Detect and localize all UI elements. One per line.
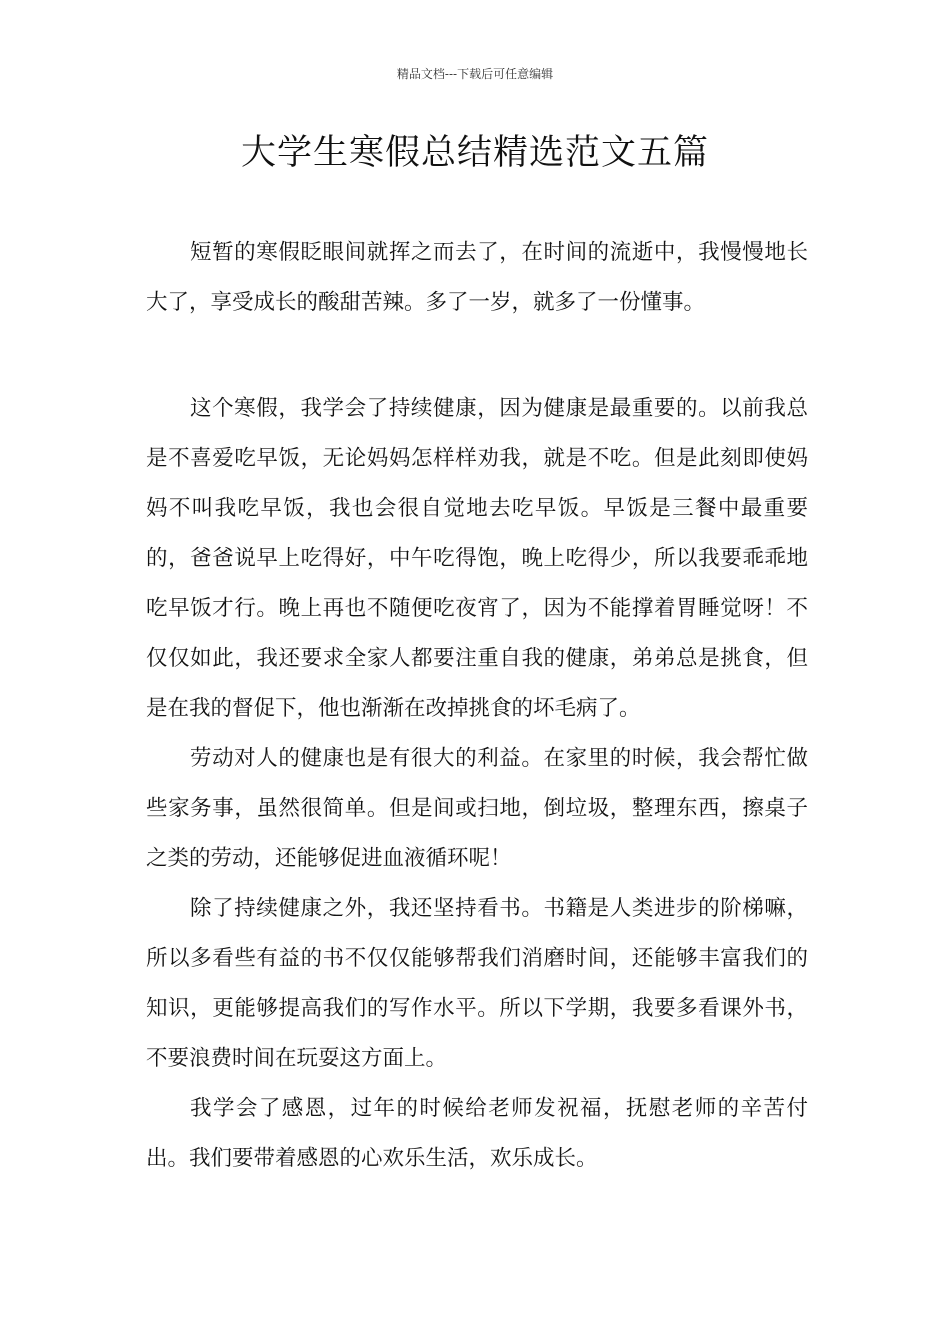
document-body [146,228,808,1184]
paragraph-intro: 短暂的寒假眨眼间就挥之而去了，在时间的流逝中，我慢慢地长大了，享受成长的酸甜苦辣。多了一岁，就多了一份懂事。 [146,240,808,315]
paragraph-reading: 除了持续健康之外，我还坚持看书。书籍是人类进步的阶梯嘛，所以多看些有益的书不仅仅能够帮我们消磨时间，还能够丰富我们的知识，更能够提高我们的写作水平。所以下学期，我要多看课外书，不要浪费时间在玩耍这方面上。 [146,896,808,1071]
page-header: 精品文档---下载后可任意编辑 [396,67,554,81]
document-title: 大学生寒假总结精选范文五篇 [240,133,709,173]
paragraph-gratitude: 我学会了感恩，过年的时候给老师发祝福，抚慰老师的辛苦付出。我们要带着感恩的心欢乐生活，欢乐成长。 [146,1096,808,1171]
paragraph-labor: 劳动对人的健康也是有很大的利益。在家里的时候，我会帮忙做些家务事，虽然很简单。但是间或扫地，倒垃圾，整理东西，擦桌子之类的劳动，还能够促进血液循环呢！ [146,746,808,871]
paragraph-health: 这个寒假，我学会了持续健康，因为健康是最重要的。以前我总是不喜爱吃早饭，无论妈妈怎样样劝我，就是不吃。但是此刻即使妈妈不叫我吃早饭，我也会很自觉地去吃早饭。早饭是三餐中最重要的，爸爸说早上吃得好，中午吃得饱，晚上吃得少，所以我要乖乖地吃早饭才行。晚上再也不随便吃夜宵了，因为不能撑着胃睡觉呀！不仅仅如此，我还要求全家人都要注重自我的健康，弟弟总是挑食，但是在我的督促下，他也渐渐在改掉挑食的坏毛病了。 [146,396,808,721]
